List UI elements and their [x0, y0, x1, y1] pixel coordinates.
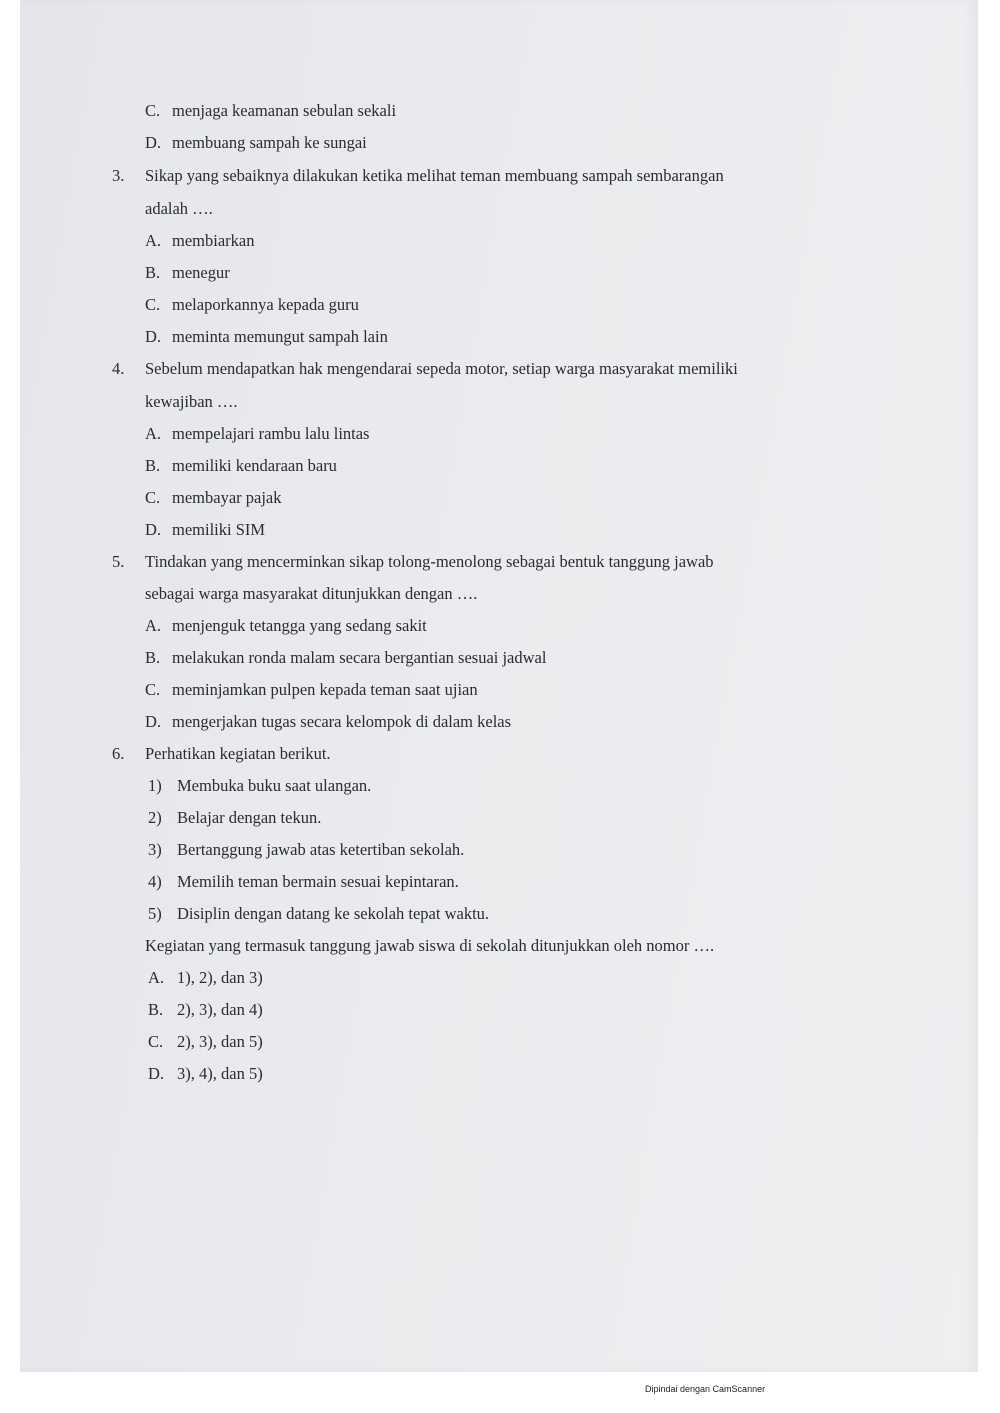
- option-text: melakukan ronda malam secara bergantian sesuai jadwal: [172, 648, 547, 667]
- option-label: D.: [145, 712, 162, 731]
- question-text: Kegiatan yang termasuk tanggung jawab siswa di sekolah ditunjukkan oleh nomor ….: [145, 936, 715, 955]
- question-number: 3.: [112, 166, 125, 185]
- option-text: meminjamkan pulpen kepada teman saat ujian: [172, 680, 478, 699]
- option-text: 3), 4), dan 5): [177, 1064, 263, 1083]
- activity-number: 5): [148, 904, 162, 923]
- option-text: membayar pajak: [172, 488, 282, 507]
- option-label: A.: [145, 616, 162, 635]
- question-text: adalah ….: [145, 199, 213, 218]
- question-text: Sebelum mendapatkan hak mengendarai sepeda motor, setiap warga masyarakat memiliki: [145, 359, 738, 378]
- option-label: B.: [145, 263, 161, 282]
- option-label: C.: [148, 1032, 164, 1051]
- option-text: 2), 3), dan 5): [177, 1032, 263, 1051]
- option-label: C.: [145, 101, 161, 120]
- activity-text: Memilih teman bermain sesuai kepintaran.: [177, 872, 459, 891]
- question-text: Sikap yang sebaiknya dilakukan ketika melihat teman membuang sampah sembarangan: [145, 166, 724, 185]
- option-label: B.: [145, 648, 161, 667]
- option-label: A.: [145, 424, 162, 443]
- option-text: mengerjakan tugas secara kelompok di dalam kelas: [172, 712, 512, 731]
- option-label: D.: [148, 1064, 165, 1083]
- option-label: B.: [145, 456, 161, 475]
- option-text: menjenguk tetangga yang sedang sakit: [172, 616, 427, 635]
- question-text: kewajiban ….: [145, 392, 238, 411]
- option-text: 1), 2), dan 3): [177, 968, 263, 987]
- question-intro: Perhatikan kegiatan berikut.: [145, 744, 331, 763]
- question-number: 4.: [112, 359, 125, 378]
- option-text: meminta memungut sampah lain: [172, 327, 388, 346]
- question-number: 6.: [112, 744, 125, 763]
- option-text: menegur: [172, 263, 230, 282]
- option-label: B.: [148, 1000, 164, 1019]
- option-label: C.: [145, 680, 161, 699]
- option-text: 2), 3), dan 4): [177, 1000, 263, 1019]
- option-label: C.: [145, 488, 161, 507]
- activity-number: 4): [148, 872, 162, 891]
- option-label: D.: [145, 133, 162, 152]
- question-number: 5.: [112, 552, 125, 571]
- question-text: Tindakan yang mencerminkan sikap tolong-menolong sebagai bentuk tanggung jawab: [145, 552, 714, 571]
- option-text: menjaga keamanan sebulan sekali: [172, 101, 397, 120]
- option-label: D.: [145, 520, 162, 539]
- activity-text: Disiplin dengan datang ke sekolah tepat waktu.: [177, 904, 490, 923]
- option-label: A.: [145, 231, 162, 250]
- option-text: melaporkannya kepada guru: [172, 295, 359, 314]
- scanner-watermark: Dipindai dengan CamScanner: [645, 1384, 766, 1394]
- option-text: mempelajari rambu lalu lintas: [172, 424, 370, 443]
- activity-text: Membuka buku saat ulangan.: [177, 776, 372, 795]
- activity-text: Bertanggung jawab atas ketertiban sekolah.: [177, 840, 465, 859]
- option-label: D.: [145, 327, 162, 346]
- activity-text: Belajar dengan tekun.: [177, 808, 322, 827]
- activity-number: 2): [148, 808, 162, 827]
- activity-number: 3): [148, 840, 162, 859]
- question-text: sebagai warga masyarakat ditunjukkan dengan ….: [145, 584, 478, 603]
- activity-number: 1): [148, 776, 162, 795]
- option-label: C.: [145, 295, 161, 314]
- option-text: membuang sampah ke sungai: [172, 133, 367, 152]
- option-text: memiliki SIM: [172, 520, 266, 539]
- option-text: membiarkan: [172, 231, 255, 250]
- option-text: memiliki kendaraan baru: [172, 456, 337, 475]
- option-label: A.: [148, 968, 165, 987]
